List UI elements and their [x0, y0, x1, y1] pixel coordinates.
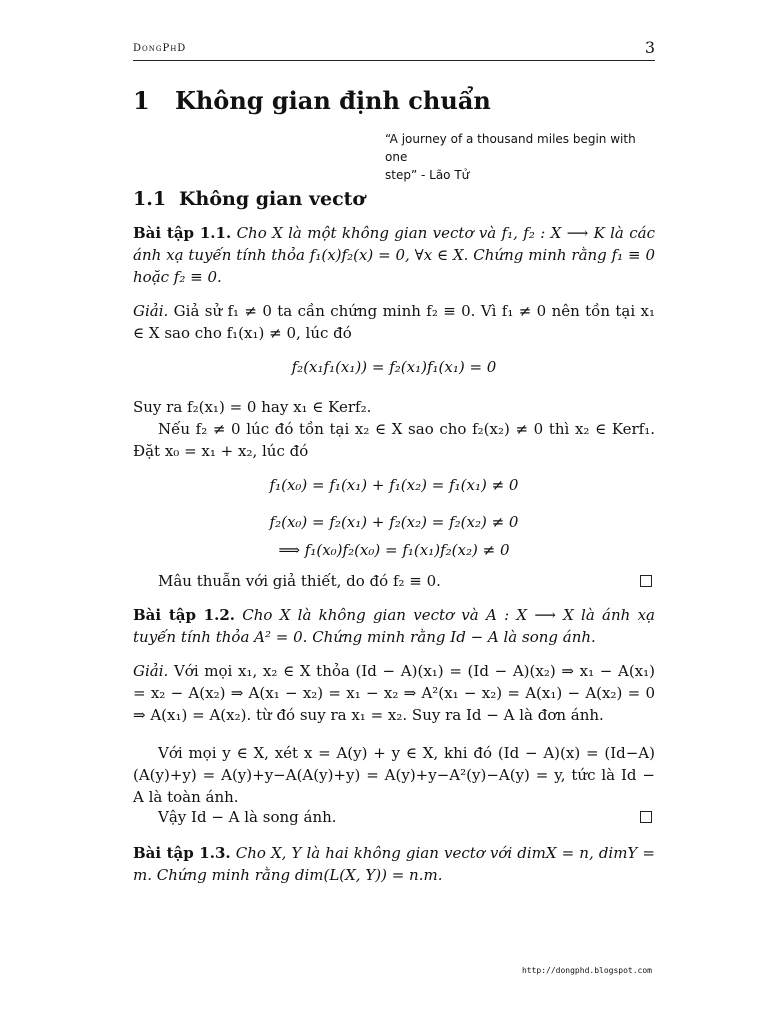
header-author: DongPhD — [133, 43, 187, 54]
equation-3: f₂(x₀) = f₂(x₁) + f₂(x₂) = f₂(x₂) ≠ 0 — [269, 513, 519, 531]
exercise-text: Cho X là không gian vectơ và A : X ⟶ X là ánh xạ tuyến tính thỏa A² = 0. Chứng minh rằng Id − A là song ánh. — [133, 606, 655, 646]
exercise-text: Cho X là một không gian vectơ và f₁, f₂ : X ⟶ K là các ánh xạ tuyến tính thỏa f₁(x)f₂(x) = 0, ∀x ∈ X. Chứng minh rằng f₁ ≡ 0 hoặc f₂ ≡ 0. — [133, 224, 655, 286]
section-number: 1 — [133, 86, 150, 115]
solution-label: Giải. — [133, 662, 169, 680]
equation-4: ⟹ f₁(x₀)f₂(x₀) = f₁(x₁)f₂(x₂) ≠ 0 — [278, 541, 510, 559]
solution-1-1-conclusion: Mâu thuẫn với giả thiết, do đó f₂ ≡ 0. — [158, 572, 441, 590]
epigraph-line-2: step” - Lão Tử — [385, 168, 470, 182]
section-title — [133, 86, 491, 115]
exercise-1-3 — [133, 842, 655, 886]
exercise-label: Bài tập 1.2. — [133, 606, 235, 624]
page-number: 3 — [644, 38, 655, 57]
solution-1-2-surjective: Với mọi y ∈ X, xét x = A(y) + y ∈ X, khi đó (Id − A)(x) = (Id−A)(A(y)+y) = A(y)+y−A(A(y)+y) = A(y)+y−A²(y)−A(y) = y, tức là Id − A là toàn ánh. — [133, 744, 655, 806]
equation-1: f₂(x₁f₁(x₁)) = f₂(x₁)f₁(x₁) = 0 — [291, 358, 497, 376]
solution-label: Giải. — [133, 302, 169, 320]
epigraph — [385, 130, 655, 184]
running-header — [133, 38, 655, 60]
header-rule — [133, 60, 655, 61]
qed-box-icon — [640, 575, 652, 587]
solution-1-1-step: Suy ra f₂(x₁) = 0 hay x₁ ∈ Kerf₂. — [133, 398, 372, 416]
solution-1-1-intro — [133, 300, 655, 344]
exercise-text: Cho X, Y là hai không gian vectơ với dimX = n, dimY = m. Chứng minh rằng dim(L(X, Y)) = n.m. — [133, 844, 655, 884]
solution-text: Với mọi x₁, x₂ ∈ X thỏa (Id − A)(x₁) = (Id − A)(x₂) ⇒ x₁ − A(x₁) = x₂ − A(x₂) ⇒ A(x₁ − x₂) = x₁ − x₂ ⇒ A²(x₁ − x₂) = A(x₁) − A(x₂) = 0 ⇒ A(x₁) = A(x₂). từ đó suy ra x₁ = x₂. Suy ra Id − A là đơn ánh. — [133, 662, 655, 724]
qed-box-icon — [640, 811, 652, 823]
exercise-1-1 — [133, 222, 655, 288]
exercise-label: Bài tập 1.3. — [133, 844, 231, 862]
epigraph-line-1: “A journey of a thousand miles begin with one — [385, 132, 636, 164]
exercise-1-2 — [133, 604, 655, 648]
subsection-title-text: Không gian vectơ — [179, 188, 366, 210]
subsection-title — [133, 188, 365, 210]
solution-1-2-conclusion: Vậy Id − A là song ánh. — [158, 808, 337, 826]
equation-2: f₁(x₀) = f₁(x₁) + f₁(x₂) = f₁(x₁) ≠ 0 — [269, 476, 519, 494]
solution-1-2-injective — [133, 660, 655, 726]
subsection-number: 1.1 — [133, 188, 167, 210]
section-title-text: Không gian định chuẩn — [175, 86, 491, 115]
exercise-label: Bài tập 1.1. — [133, 224, 232, 242]
solution-1-1-step: Nếu f₂ ≠ 0 lúc đó tồn tại x₂ ∈ X sao cho f₂(x₂) ≠ 0 thì x₂ ∈ Kerf₁. Đặt x₀ = x₁ + x₂, lúc đó — [133, 420, 655, 460]
footer-url: http://dongphd.blogspot.com — [521, 966, 652, 975]
solution-text: Giả sử f₁ ≠ 0 ta cần chứng minh f₂ ≡ 0. Vì f₁ ≠ 0 nên tồn tại x₁ ∈ X sao cho f₁(x₁) ≠ 0, lúc đó — [133, 302, 655, 342]
